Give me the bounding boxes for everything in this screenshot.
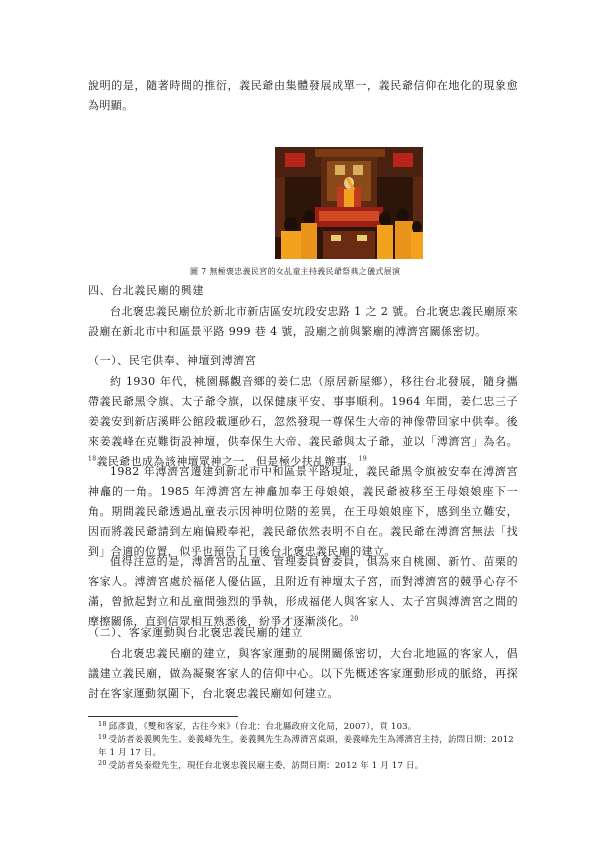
section4-heading: 四、台北義民廟的興建 bbox=[88, 284, 204, 297]
footnote-text: 邱彥貴，《雙和客家，古往今來》（台北：台北縣政府文化局，2007），頁 103。 bbox=[108, 722, 417, 732]
sub1-paragraph-b-block bbox=[88, 462, 518, 562]
sub2-paragraph-block bbox=[88, 644, 518, 704]
figure-caption: 圖 7 無極褒忠義民宮的女乩童主持義民爺祭典之儀式展演 bbox=[190, 267, 401, 276]
sub1-block bbox=[88, 352, 518, 370]
footnote-text: 受訪者姜義興先生、姜義峰先生，姜義興先生為溥濟宮桌頭，姜義峰先生為溥濟宮主持，訪問日期：2012 年 1 月 17 日。 bbox=[98, 735, 514, 758]
footnote-19 bbox=[88, 734, 518, 760]
ritual-photo-illustration bbox=[275, 147, 423, 259]
footnotes bbox=[88, 716, 518, 773]
intro-paragraph-block bbox=[88, 76, 518, 116]
footnote-20 bbox=[88, 760, 518, 773]
footnote-divider bbox=[88, 716, 238, 717]
intro-paragraph: 說明的是，隨著時間的推衍，義民爺由集體發展成單一，義民爺信仰在地化的現象愈為明顯。 bbox=[88, 79, 518, 112]
sub1-paragraph-b: 1982 年溥濟宮遷建到新北市中和區景平路現址，義民爺黑令旗被安奉在溥濟宮神龕的一角。1985 年溥濟宮左神龕加奉王母娘娘，義民爺被移至王母娘娘座下一角。期間義民爺透過乩童表示因神明位階的差異，在王母娘娘座下，感到坐立難安，因而將義民爺請到左廂偏殿奉祀，義民爺依然表明不自在。義民爺在溥濟宮無法「找到」合適的位置，似乎也預告了日後台北褒忠義民廟的建立。 bbox=[88, 465, 518, 558]
footnote-ref-20[interactable]: 20 bbox=[350, 615, 359, 623]
footnote-number: 19 bbox=[98, 733, 107, 741]
sub2-paragraph: 台北褒忠義民廟的建立，與客家運動的展開關係密切，大台北地區的客家人，倡議建立義民廟，做為凝聚客家人的信仰中心。以下先概述客家運動形成的脈絡，再探討在客家運動氛圍下，台北褒忠義民廟如何建立。 bbox=[88, 647, 518, 700]
sub2-block bbox=[88, 624, 518, 642]
sub1-paragraph-c-block bbox=[88, 552, 518, 632]
footnote-18 bbox=[88, 721, 518, 734]
footnote-ref-18[interactable]: 18 bbox=[88, 455, 97, 463]
sub1-paragraph-a-block bbox=[88, 372, 518, 472]
sub1-paragraph-c-text: 值得注意的是，溥濟宮的乩童、管理委員會委員，俱為來自桃園、新竹、苗栗的客家人。溥濟宮處於福佬人優佔區，且附近有神壇太子宮，而對溥濟宮的競爭心存不滿，曾掀起對立和乩童間強烈的爭執，形成福佬人與客家人、太子宮與溥濟宮之間的摩擦關係，直到信眾相互熟悉後，紛爭才逐漸淡化。 bbox=[88, 555, 518, 628]
footnote-number: 18 bbox=[98, 720, 107, 728]
sub1-heading: （一）、民宅供奉、神壇到溥濟宮 bbox=[88, 354, 257, 367]
sub1-paragraph-a-text: 約 1930 年代，桃園縣觀音鄉的姜仁忠（原居新屋鄉），移往台北發展，隨身攜帶義民爺黑令旗、太子爺令旗，以保健康平安、事事順利。1964 年間，姜仁忠三子姜義安到新店溪畔公館段載運砂石，忽然發現一尊保生大帝的神像帶回家中供奉。後來姜義峰在克難街設神壇，供奉保生大帝、義民爺與太子爺，並以「溥濟宮」為名。 bbox=[88, 375, 518, 448]
sub1-paragraph-c bbox=[88, 552, 518, 632]
sub1-paragraph-a-tail: 義民爺也成為該神壇眾神之一，但是極少扶乩辦事。 bbox=[96, 455, 359, 468]
footnote-ref-19[interactable]: 19 bbox=[358, 455, 368, 463]
footnote-text: 受訪者吳泰燈先生，現任台北褒忠義民廟主委，訪問日期：2012 年 1 月 17 日。 bbox=[108, 761, 424, 771]
sub2-heading: （二）、客家運動與台北褒忠義民廟的建立 bbox=[88, 626, 303, 639]
sub1-paragraph-a bbox=[88, 372, 518, 472]
footnote-number: 20 bbox=[98, 759, 107, 767]
section4-paragraph: 台北褒忠義民廟位於新北市新店區安坑段安忠路 1 之 2 號。台北褒忠義民廟原來設廟在新北市中和區景平路 999 巷 4 號，設廟之前與繁廟的溥濟宮關係密切。 bbox=[88, 305, 518, 338]
section4-block bbox=[88, 282, 518, 300]
section4-paragraph-block bbox=[88, 302, 518, 342]
ritual-photo bbox=[275, 147, 423, 259]
